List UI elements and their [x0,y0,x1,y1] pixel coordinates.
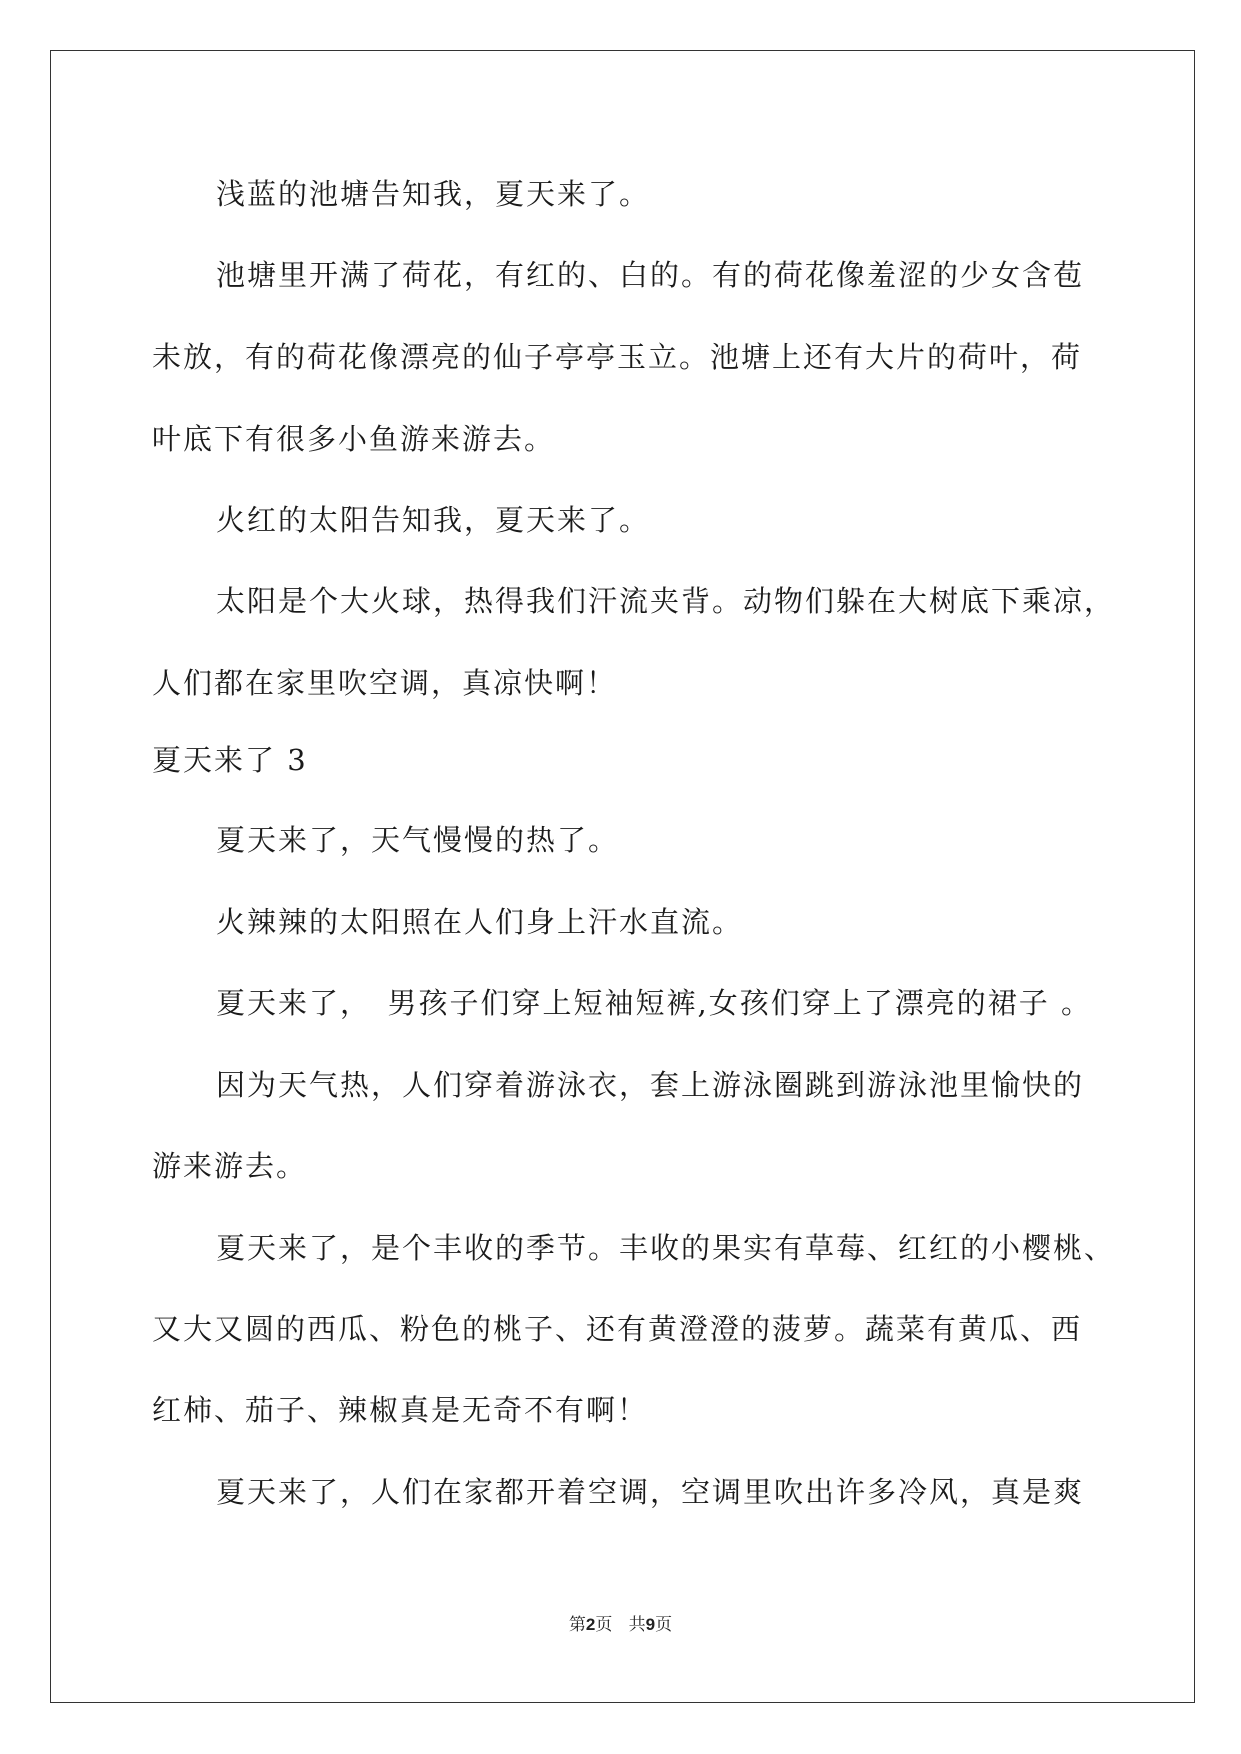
paragraph-line: 火红的太阳告知我，夏天来了。 [216,503,651,537]
paragraph-line: 夏天来了，人们在家都开着空调，空调里吹出许多冷风，真是爽 [216,1475,1085,1509]
page-prefix: 第 [568,1615,586,1635]
page-border [50,50,1195,1703]
page-suffix: 页 [595,1615,613,1635]
paragraph-line: 夏天来了， 男孩子们穿上短袖短裤,女孩们穿上了漂亮的裙子 。 [216,986,1092,1020]
paragraph-line: 叶底下有很多小鱼游来游去。 [152,422,556,456]
paragraph-line: 夏天来了，是个丰收的季节。丰收的果实有草莓、红红的小樱桃、 [216,1231,1116,1265]
total-pages: 9 [645,1615,656,1634]
total-prefix: 共 [628,1615,646,1635]
paragraph-line: 未放，有的荷花像漂亮的仙子亭亭玉立。池塘上还有大片的荷叶，荷 [152,340,1083,374]
paragraph-line: 夏天来了，天气慢慢的热了。 [216,823,620,857]
paragraph-line: 火辣辣的太阳照在人们身上汗水直流。 [216,905,744,939]
page-footer [0,1614,1241,1636]
paragraph-line: 池塘里开满了荷花，有红的、白的。有的荷花像羞涩的少女含苞 [216,258,1085,292]
paragraph-line: 浅蓝的池塘告知我，夏天来了。 [216,177,651,211]
paragraph-line: 人们都在家里吹空调，真凉快啊！ [152,666,618,700]
paragraph-line: 又大又圆的西瓜、粉色的桃子、还有黄澄澄的菠萝。蔬菜有黄瓜、西 [152,1312,1083,1346]
paragraph-line: 太阳是个大火球，热得我们汗流夹背。动物们躲在大树底下乘凉， [216,584,1116,618]
page-number: 2 [585,1615,596,1634]
total-suffix: 页 [655,1615,673,1635]
paragraph-line: 红柿、茄子、辣椒真是无奇不有啊！ [152,1393,649,1427]
paragraph-line: 因为天气热，人们穿着游泳衣，套上游泳圈跳到游泳池里愉快的 [216,1068,1085,1102]
paragraph-line: 游来游去。 [152,1149,308,1183]
section-heading: 夏天来了 3 [152,743,308,777]
